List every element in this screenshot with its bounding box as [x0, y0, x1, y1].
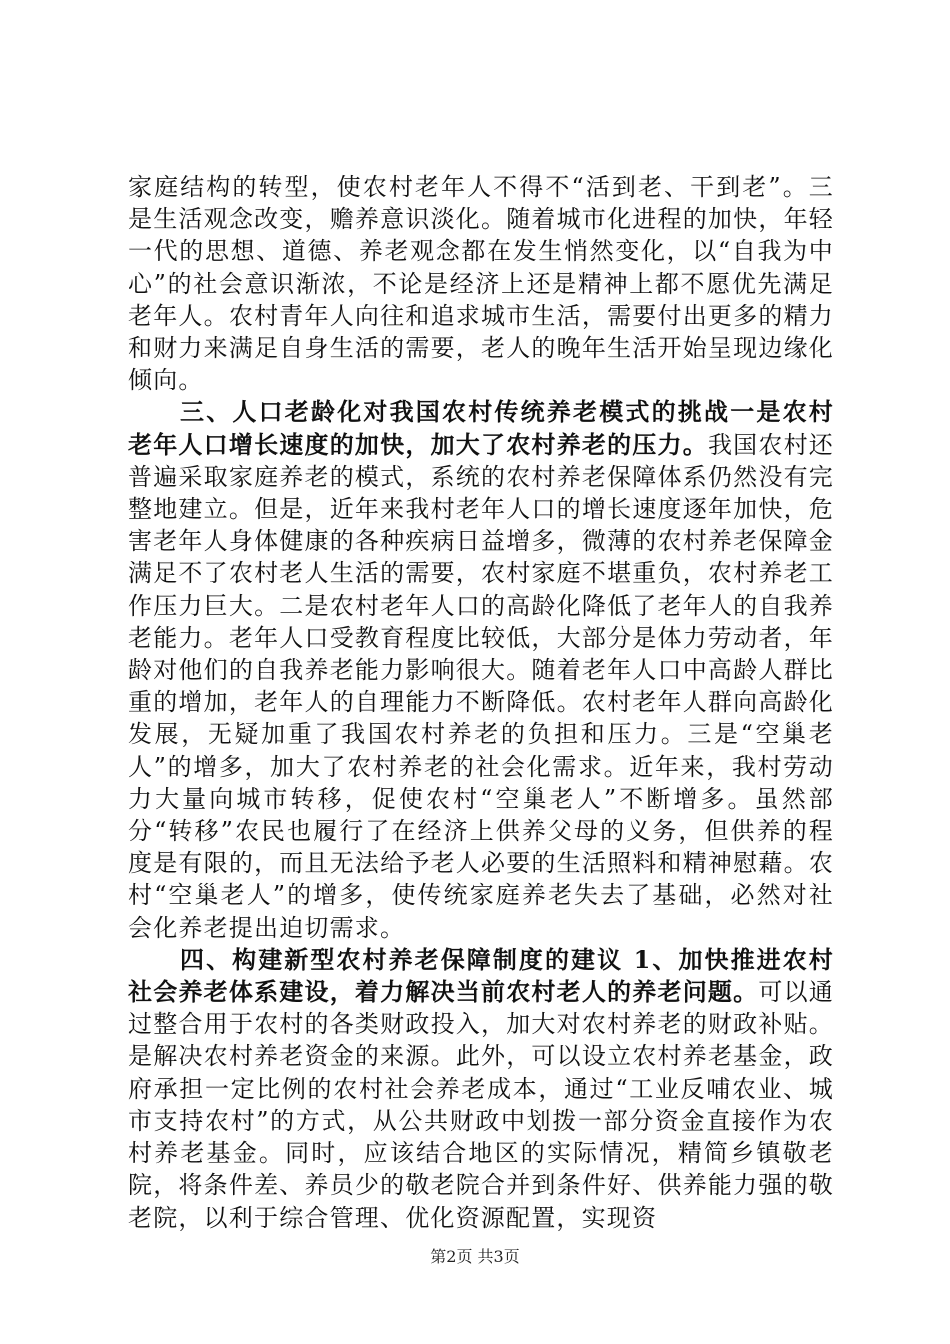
paragraph-1-body: 家庭结构的转型，使农村老年人不得不“活到老、干到老”。三是生活观念改变，赡养意识淡化。随着城市化进程的加快，年轻一代的思想、道德、养老观念都在发生悄然变化，以“自我为中心”的社会意识渐浓，不论是经济上还是精神上都不愿优先满足老年人。农村青年人向往和追求城市生活，需要付出更多的精力和财力来满足自身生活的需要，老人的晚年生活开始呈现边缘化倾向。	[128, 173, 834, 395]
section-four-body: 可以通过整合用于农村的各类财政投入，加大对农村养老的财政补贴。是解决农村养老资金的来源。此外，可以设立农村养老基金，政府承担一定比例的农村社会养老成本，通过“工业反哺农业、城市支持农村”的方式，从公共财政中划拨一部分资金直接作为农村养老基金。同时，应该结合地区的实际情况，精简乡镇敬老院，将条件差、养员少的敬老院合并到条件好、供养能力强的敬老院，以利于综合管理、优化资源配置，实现资	[128, 978, 835, 1232]
page-footer	[0, 1244, 950, 1267]
paragraph-continuation	[128, 171, 834, 396]
paragraph-section-three	[128, 396, 834, 943]
section-three-heading: 三、人口老龄化对我国农村传统养老模式的挑战一是农村老年人口增长速度的加快，加大了农村养老的压力。	[128, 397, 834, 459]
page-number-label: 第2页 共3页	[430, 1247, 520, 1266]
section-three-body: 我国农村还普遍采取家庭养老的模式，系统的农村养老保障体系仍然没有完整地建立。但是，近年来我村老年人口的增长速度逐年加快，危害老年人身体健康的各种疾病日益增多，微薄的农村养老保障金满足不了农村老人生活的需要，农村家庭不堪重负，农村养老工作压力巨大。二是农村老年人口的高龄化降低了老年人的自我养老能力。老年人口受教育程度比较低，大部分是体力劳动者，年龄对他们的自我养老能力影响很大。随着老年人口中高龄人群比重的增加，老年人的自理能力不断降低。农村老年人群向高龄化发展，无疑加重了我国农村养老的负担和压力。三是“空巢老人”的增多，加大了农村养老的社会化需求。近年来，我村劳动力大量向城市转移，促使农村“空巢老人”不断增多。虽然部分“转移”农民也履行了在经济上供养父母的义务，但供养的程度是有限的，而且无法给予老人必要的生活照料和精神慰藉。农村“空巢老人”的增多，使传统家庭养老失去了基础，必然对社会化养老提出迫切需求。	[128, 430, 834, 942]
section-four-heading: 四、构建新型农村养老保障制度的建议 1、加快推进农村社会养老体系建设，着力解决当前农村老人的养老问题。	[128, 944, 834, 1007]
page-body	[128, 171, 834, 1234]
paragraph-section-four	[128, 944, 834, 1234]
